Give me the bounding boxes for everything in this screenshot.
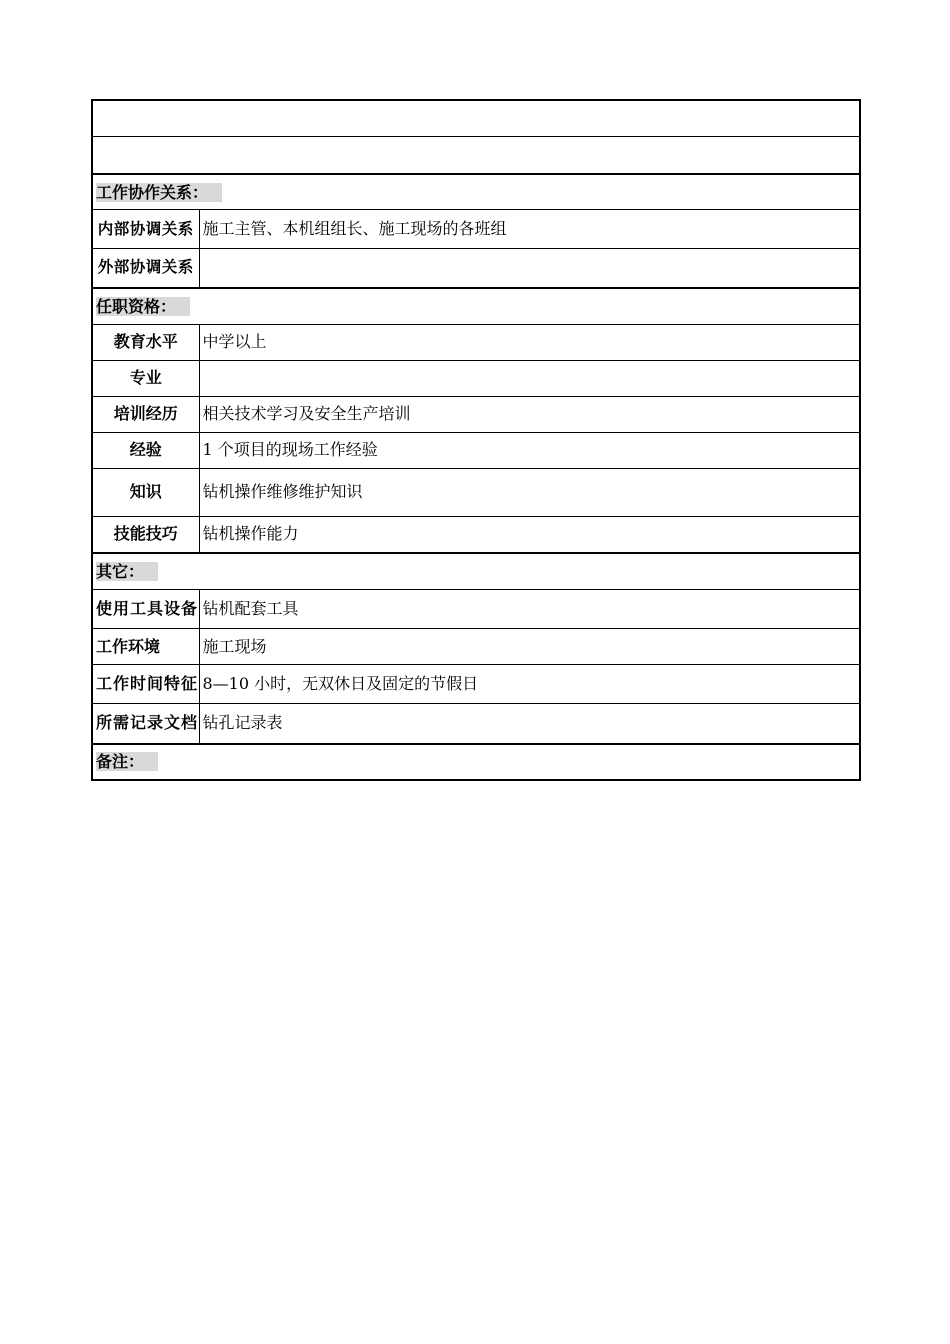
row-label: 经验 [92, 432, 199, 468]
row-value: 钻机操作能力 [199, 516, 860, 553]
section-row-other [92, 553, 860, 590]
row-value: 8—10 小时，无双休日及固定的节假日 [199, 665, 860, 704]
section-title: 工作协作关系： [96, 183, 222, 202]
empty-row [92, 137, 860, 175]
section-title: 其它： [96, 562, 158, 581]
row-label: 使用工具设备 [92, 590, 199, 629]
row-label: 工作环境 [92, 629, 199, 665]
section-row-qualification [92, 288, 860, 325]
row-label: 技能技巧 [92, 516, 199, 553]
row-label: 知识 [92, 468, 199, 516]
row-value: 钻机操作维修维护知识 [199, 468, 860, 516]
row-value [199, 249, 860, 288]
row-value: 钻机配套工具 [199, 590, 860, 629]
row-value: 施工主管、本机组组长、施工现场的各班组 [199, 210, 860, 249]
row-label: 外部协调关系 [92, 249, 199, 288]
job-description-table [91, 99, 861, 781]
row-label: 专业 [92, 360, 199, 396]
empty-cell [92, 100, 860, 137]
row-label: 内部协调关系 [92, 210, 199, 249]
table-row [92, 468, 860, 516]
table-row [92, 210, 860, 249]
row-label: 所需记录文档 [92, 704, 199, 744]
row-value: 钻孔记录表 [199, 704, 860, 744]
empty-row [92, 100, 860, 137]
table-row [92, 704, 860, 744]
table-row [92, 432, 860, 468]
section-title: 备注： [96, 752, 158, 771]
table-row [92, 590, 860, 629]
row-value [199, 360, 860, 396]
row-value: 施工现场 [199, 629, 860, 665]
empty-cell [92, 137, 860, 175]
table-row [92, 324, 860, 360]
row-value: 中学以上 [199, 324, 860, 360]
row-value: 1 个项目的现场工作经验 [199, 432, 860, 468]
row-label: 工作时间特征 [92, 665, 199, 704]
row-label: 教育水平 [92, 324, 199, 360]
row-label: 培训经历 [92, 396, 199, 432]
table-row [92, 360, 860, 396]
row-value: 相关技术学习及安全生产培训 [199, 396, 860, 432]
table-row [92, 516, 860, 553]
section-row-collaboration [92, 174, 860, 210]
table-row [92, 629, 860, 665]
table-row [92, 249, 860, 288]
section-row-remarks [92, 744, 860, 780]
table-row [92, 396, 860, 432]
section-title: 任职资格： [96, 297, 190, 316]
table-row [92, 665, 860, 704]
